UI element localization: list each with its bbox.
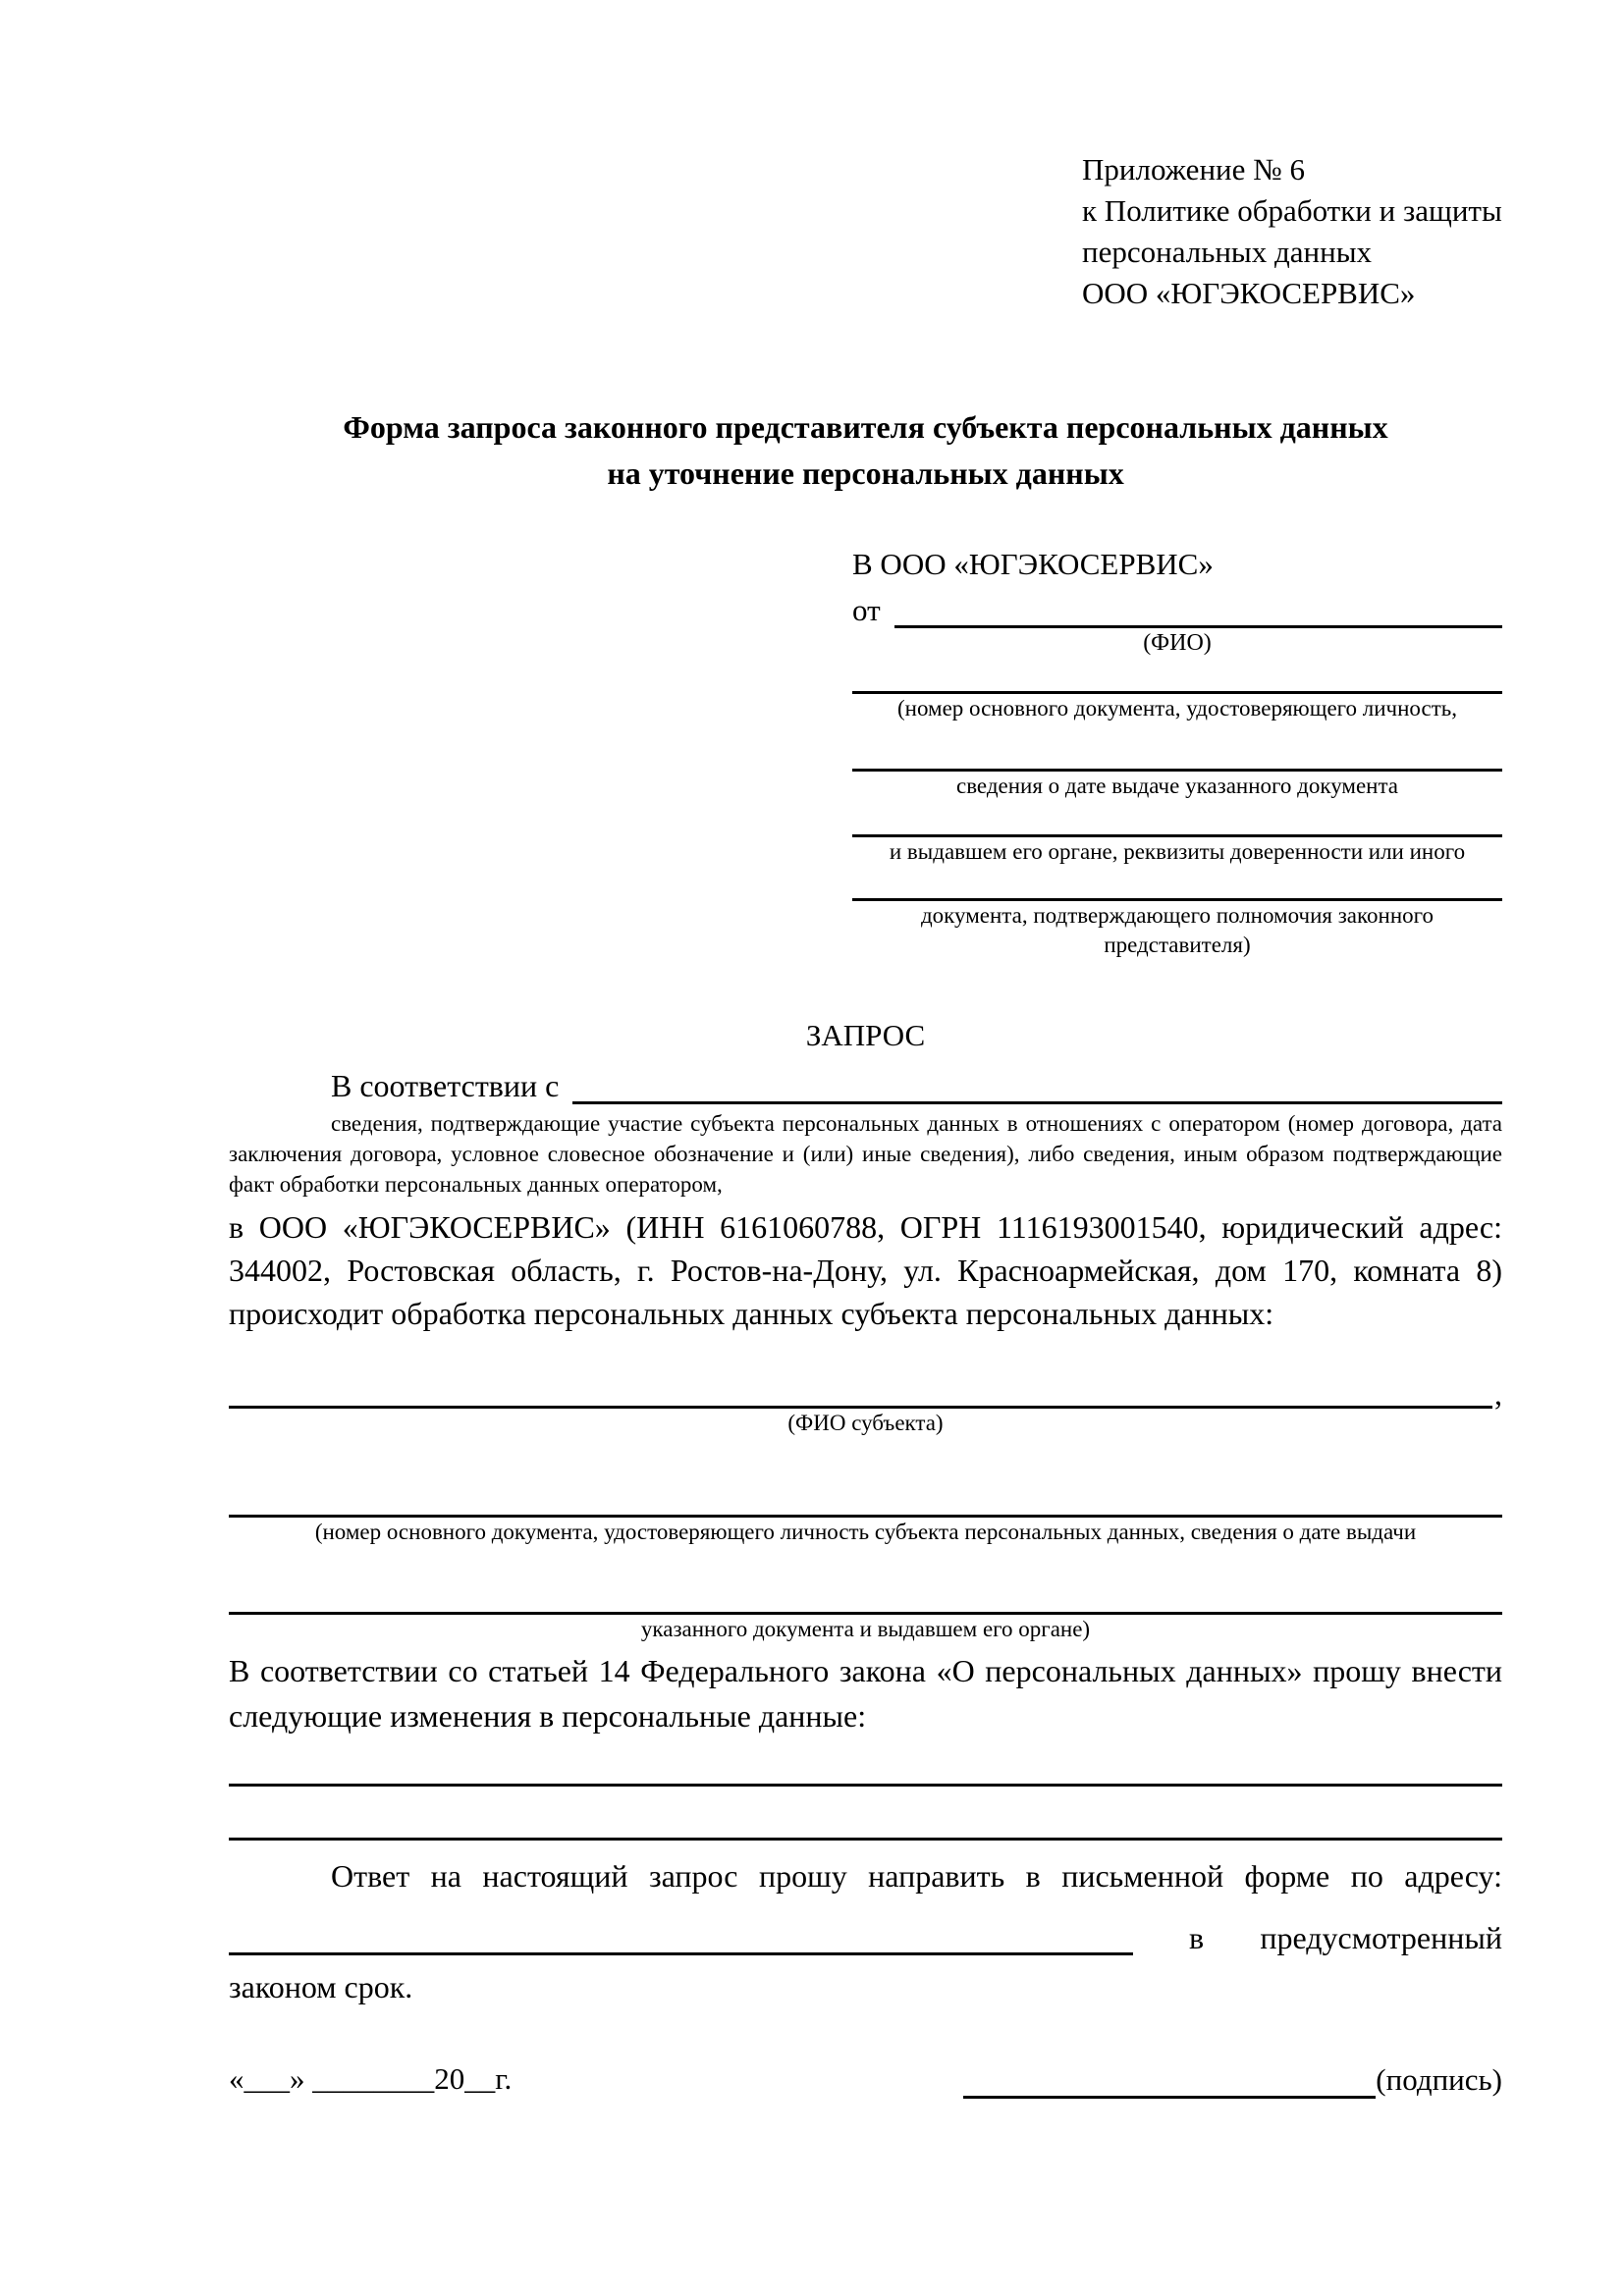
answer-paragraph-line: Ответ на настоящий запрос прошу направить в письменной форме по адресу: bbox=[331, 1858, 1502, 1894]
subject-fio-row bbox=[229, 1368, 1502, 1412]
subject-fio-comma: , bbox=[1494, 1376, 1502, 1412]
date-field: «___» ________20__г. bbox=[229, 2061, 513, 2096]
accordance-input-line bbox=[572, 1101, 1502, 1104]
appendix-line: ООО «ЮГЭКОСЕРВИС» bbox=[1082, 276, 1416, 310]
accordance-footnote: сведения, подтверждающие участие субъекта персональных данных в отношениях с оператором (номер договора, дата заключения договора, условное словесное обозначение и (или) иные сведения), либо сведения, иным образом подтверждающие факт обработки персональных данных оператором, bbox=[229, 1111, 1502, 1197]
addressee-block bbox=[852, 544, 1502, 960]
signature-group bbox=[963, 2060, 1502, 2099]
appendix-line: Приложение № 6 bbox=[1082, 152, 1305, 187]
subject-doc-input-line-1 bbox=[229, 1477, 1502, 1518]
representative-doc-input-line-2 bbox=[852, 723, 1502, 772]
representative-doc-input-line-3 bbox=[852, 801, 1502, 837]
answer-address-row bbox=[229, 1917, 1502, 1955]
changes-input-line-2 bbox=[229, 1838, 1502, 1841]
from-row bbox=[852, 585, 1502, 628]
representative-doc-caption-1: (номер основного документа, удостоверяющего личность, bbox=[896, 696, 1457, 721]
form-title bbox=[229, 404, 1502, 497]
article-14-paragraph: В соответствии со статьей 14 Федерального закона «О персональных данных» прошу внести следующие изменения в персональные данные: bbox=[229, 1653, 1502, 1734]
representative-doc-caption-3: и выдавшем его органе, реквизиты доверенности или иного bbox=[889, 839, 1466, 864]
representative-doc-input-line-4 bbox=[852, 867, 1502, 901]
form-title-line-2: на уточнение персональных данных bbox=[607, 455, 1124, 491]
changes-input-line-1 bbox=[229, 1784, 1502, 1787]
appendix-line: персональных данных bbox=[1082, 235, 1373, 269]
signature-input-line bbox=[963, 2060, 1376, 2099]
answer-address-input-line bbox=[229, 1917, 1133, 1955]
accordance-row bbox=[229, 1063, 1502, 1104]
operator-paragraph: в ООО «ЮГЭКОСЕРВИС» (ИНН 6161060788, ОГРН 1116193001540, юридический адрес: 344002, Ростовская область, г. Ростов-на-Дону, ул. Красноармейская, дом 170, комната 8) происходит обработка персональных данных субъекта персональных данных: bbox=[229, 1209, 1502, 1331]
subject-doc-input-line-2 bbox=[229, 1576, 1502, 1615]
subject-doc-caption-1: (номер основного документа, удостоверяющего личность субъекта персональных данных, сведения о дате выдачи bbox=[314, 1520, 1417, 1544]
representative-doc-input-line-1 bbox=[852, 658, 1502, 694]
answer-word-continued-1: в bbox=[1189, 1920, 1205, 1955]
representative-doc-caption-2: сведения о дате выдаче указанного документа bbox=[955, 774, 1399, 798]
date-signature-row bbox=[229, 2059, 1502, 2099]
subject-fio-caption: (ФИО субъекта) bbox=[787, 1411, 944, 1435]
representative-doc-caption-4: документа, подтверждающего полномочия законного представителя) bbox=[920, 903, 1434, 957]
appendix-line: к Политике обработки и защиты bbox=[1082, 193, 1502, 228]
subject-doc-caption-2: указанного документа и выдавшем его органе) bbox=[640, 1617, 1091, 1641]
addressee-organization: В ООО «ЮГЭКОСЕРВИС» bbox=[852, 547, 1214, 581]
answer-word-continued-2: предусмотренный bbox=[1260, 1920, 1502, 1955]
signature-caption: (подпись) bbox=[1376, 2062, 1502, 2097]
appendix-note bbox=[1082, 149, 1502, 314]
from-label: от bbox=[852, 593, 881, 627]
fio-caption: (ФИО) bbox=[1143, 630, 1212, 656]
subject-fio-input-line bbox=[229, 1368, 1492, 1409]
answer-paragraph-tail: законом срок. bbox=[229, 1969, 413, 2004]
request-heading: ЗАПРОС bbox=[805, 1018, 926, 1052]
accordance-label: В соответствии с bbox=[331, 1068, 560, 1103]
form-title-line-1: Форма запроса законного представителя субъекта персональных данных bbox=[343, 409, 1388, 445]
